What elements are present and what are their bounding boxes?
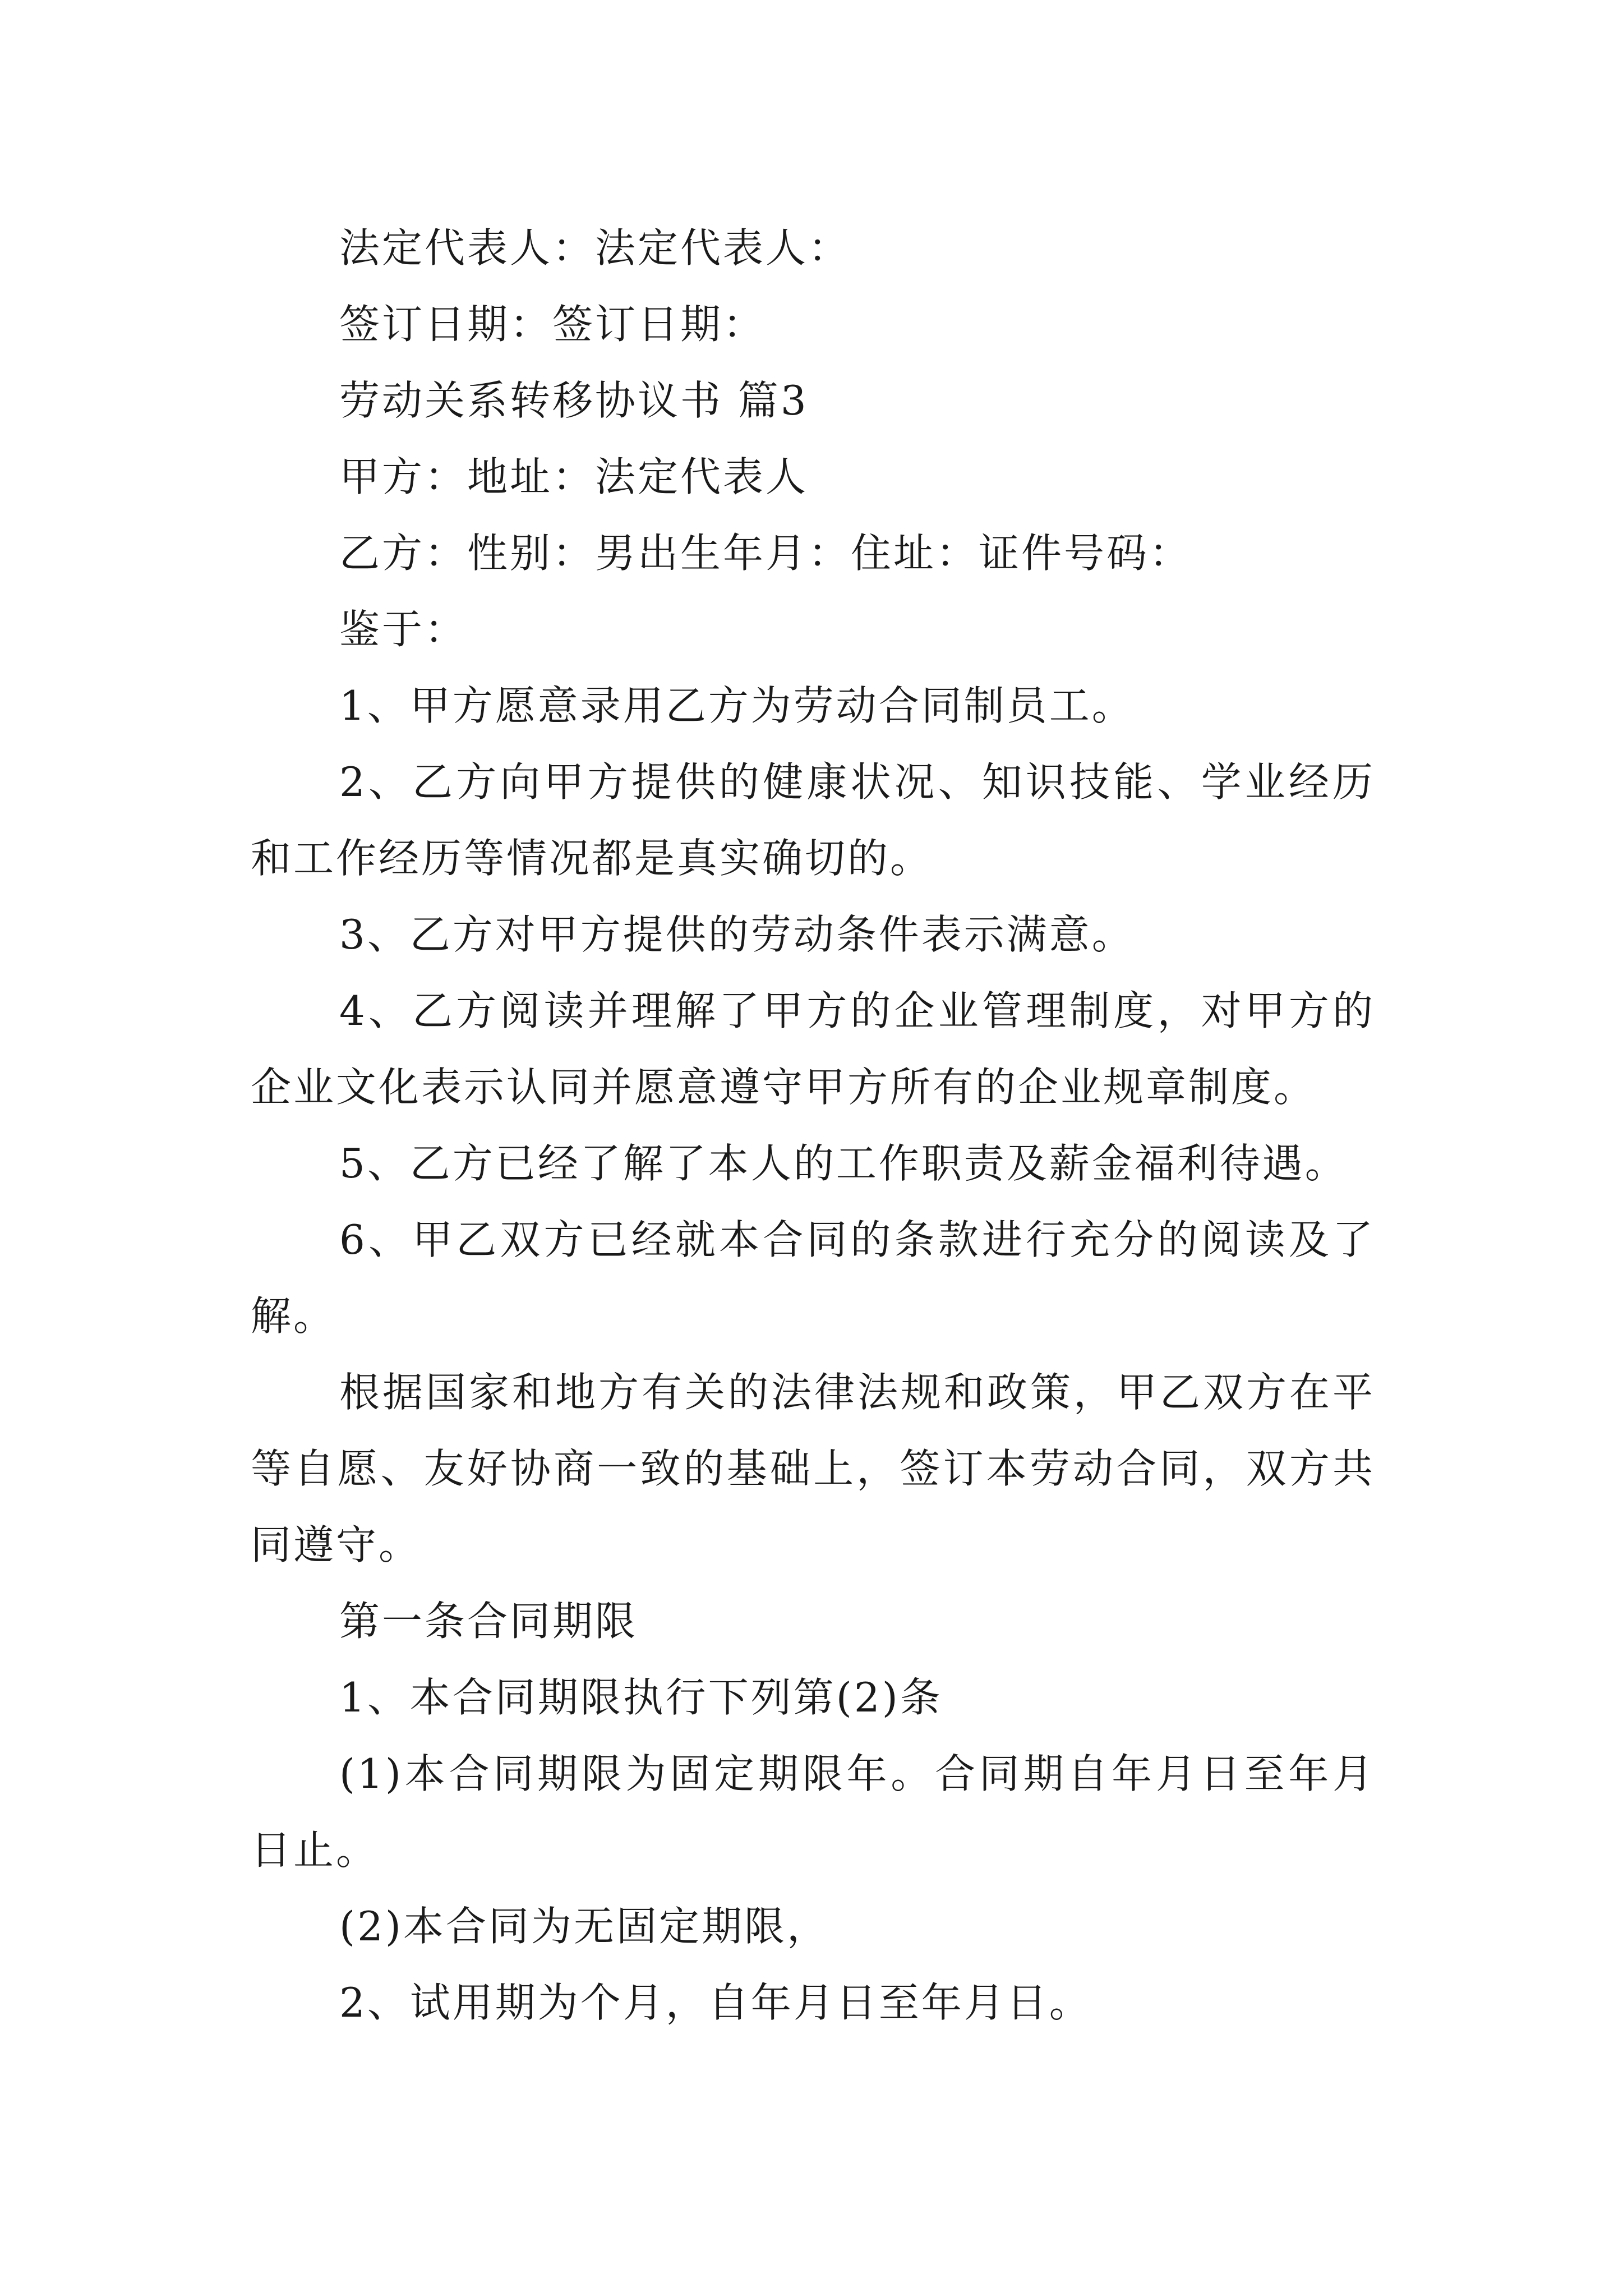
paragraph-party-a: 甲方：地址：法定代表人 [339,453,809,500]
paragraph-basis: 根据国家和地方有关的法律法规和政策，甲乙双方在平等自愿、友好协商一致的基础上，签订本劳动合同，双方共同遵守。 [251,1369,1375,1568]
document-body [251,210,1375,2041]
paragraph-open-term: (2)本合同为无固定期限， [339,1903,829,1950]
paragraph-item-5: 5、乙方已经了解了本人的工作职责及薪金福利待遇。 [339,1140,1348,1187]
paragraph-item-6: 6、甲乙双方已经就本合同的条款进行充分的阅读及了解。 [251,1216,1375,1340]
article-1-heading: 第一条合同期限 [339,1598,638,1645]
paragraph-item-4: 4、乙方阅读并理解了甲方的企业管理制度，对甲方的企业文化表示认同并愿意遵守甲方所有的企业规章制度。 [251,987,1375,1111]
paragraph-probation: 2、试用期为个月，自年月日至年月日。 [339,1979,1092,2026]
paragraph-legal-representative: 法定代表人：法定代表人： [339,224,851,272]
paragraph-term-clause: 1、本合同期限执行下列第(2)条 [339,1674,943,1721]
section-title: 劳动关系转移协议书 篇3 [339,377,809,424]
paragraph-fixed-term: (1)本合同期限为固定期限年。合同期自年月日至年月日止。 [251,1750,1375,1874]
paragraph-item-1: 1、甲方愿意录用乙方为劳动合同制员工。 [339,682,1135,729]
paragraph-item-3: 3、乙方对甲方提供的劳动条件表示满意。 [339,911,1135,958]
paragraph-item-2: 2、乙方向甲方提供的健康状况、知识技能、学业经历和工作经历等情况都是真实确切的。 [251,758,1375,882]
paragraph-signing-date: 签订日期：签订日期： [339,301,766,348]
paragraph-whereas: 鉴于： [339,606,468,653]
paragraph-party-b: 乙方：性别：男出生年月：住址：证件号码： [339,530,1192,577]
